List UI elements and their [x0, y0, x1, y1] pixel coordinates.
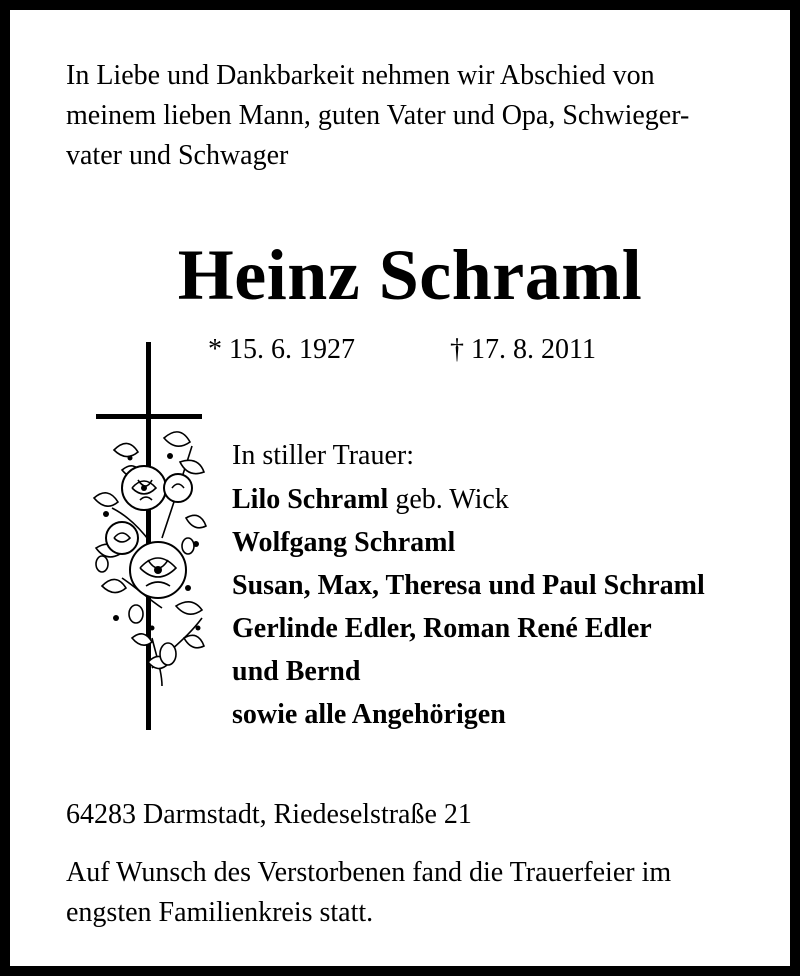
intro-line: meinem lieben Mann, guten Vater und Opa, Schwieger-	[66, 100, 690, 131]
mourner-name: Lilo Schraml	[232, 484, 389, 515]
mourners-heading: In stiller Trauer:	[232, 440, 414, 471]
mourner-entry	[232, 478, 705, 521]
mourner-entry: Wolfgang Schraml	[232, 527, 456, 558]
mourner-entry: sowie alle Angehörigen	[232, 699, 506, 730]
death-date: † 17. 8. 2011	[450, 334, 596, 365]
note-line: engsten Familienkreis statt.	[66, 897, 374, 928]
address: 64283 Darmstadt, Riedeselstraße 21	[66, 799, 472, 830]
mourner-entry: Gerlinde Edler, Roman René Edler	[232, 613, 652, 644]
birth-date: * 15. 6. 1927	[208, 334, 355, 365]
mourner-entry: und Bernd	[232, 656, 361, 687]
intro-text	[66, 56, 766, 176]
intro-line: vater und Schwager	[66, 140, 289, 171]
mourner-entry: Susan, Max, Theresa und Paul Schraml	[232, 570, 705, 601]
mourner-birth-name: geb. Wick	[388, 484, 509, 515]
funeral-note	[66, 853, 766, 933]
cross-with-roses-icon	[92, 338, 208, 734]
note-line: Auf Wunsch des Verstorbenen fand die Trauerfeier im	[66, 857, 672, 888]
mourners-list	[232, 434, 705, 736]
deceased-name: Heinz Schraml	[177, 235, 643, 315]
intro-line: In Liebe und Dankbarkeit nehmen wir Abschied von	[66, 60, 655, 91]
